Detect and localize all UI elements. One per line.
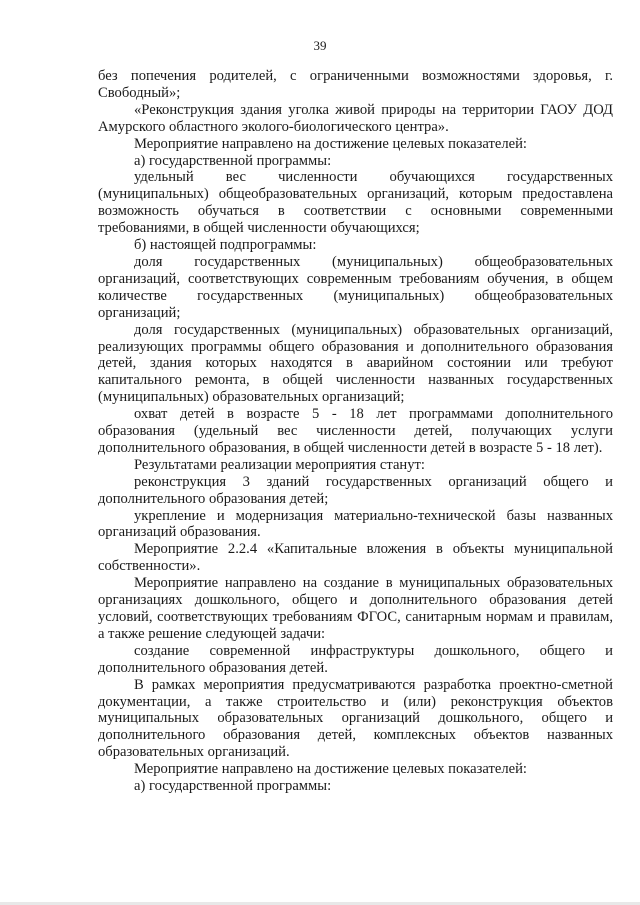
paragraph: Результатами реализации мероприятия станут: [134, 456, 425, 473]
page-number: 39 [313, 38, 327, 53]
paragraph: а) государственной программы: [134, 152, 332, 169]
paragraph: создание современной инфраструктуры дошкольного, общего и дополнительного образования детей. [98, 642, 613, 676]
page-body [98, 68, 613, 795]
paragraph: доля государственных (муниципальных) образовательных организаций, реализующих программы общего образования и дополнительного образования детей, здания которых находятся в аварийном состоянии или требуют капитального ремонта, в общей численности названных государственных (муниципальных) образовательных организаций; [98, 321, 613, 406]
paragraph: Мероприятие направлено на создание в муниципальных образовательных организациях дошкольного, общего и дополнительного образования детей условий, соответствующих требованиям ФГОС, санитарным нормам и правилам, а также решение следующей задачи: [98, 575, 613, 642]
paragraph: удельный вес численности обучающихся государственных (муниципальных) общеобразовательных организаций, которым предоставлена возможность обучаться в соответствии с основными современными требованиями, в общей численности обучающихся; [98, 169, 613, 237]
paragraph: реконструкция 3 зданий государственных организаций общего и дополнительного образования детей; [98, 473, 613, 507]
paragraph: доля государственных (муниципальных) общеобразовательных организаций, соответствующих современным требованиям обучения, в общем количестве государственных (муниципальных) общеобразовательных организаций; [98, 253, 613, 321]
paragraph: В рамках мероприятия предусматриваются разработка проектно-сметной документации, а также строительство и (или) реконструкция объектов муниципальных образовательных организаций дошкольного, общего и дополнительного образования детей, комплексных объектов названных образовательных организаций. [98, 676, 613, 761]
paragraph: без попечения родителей, с ограниченными возможностями здоровья, г. Свободный»; [98, 68, 613, 101]
paragraph: Мероприятие направлено на достижение целевых показателей: [134, 761, 527, 778]
paragraph: охват детей в возрасте 5 - 18 лет программами дополнительного образования (удельный вес численности детей, получающих услуги дополнительного образования, в общей численности детей в возрасте 5 - 18 лет). [98, 406, 613, 456]
paragraph: Мероприятие направлено на достижение целевых показателей: [134, 135, 527, 152]
paragraph: укрепление и модернизация материально-технической базы названных организаций образования. [98, 507, 613, 541]
paragraph: а) государственной программы: [134, 778, 332, 795]
paragraph: б) настоящей подпрограммы: [134, 237, 317, 254]
paragraph: Мероприятие 2.2.4 «Капитальные вложения в объекты муниципальной собственности». [98, 541, 613, 575]
paragraph: «Реконструкция здания уголка живой природы на территории ГАОУ ДОД Амурского областного эколого-биологического центра». [98, 101, 613, 135]
